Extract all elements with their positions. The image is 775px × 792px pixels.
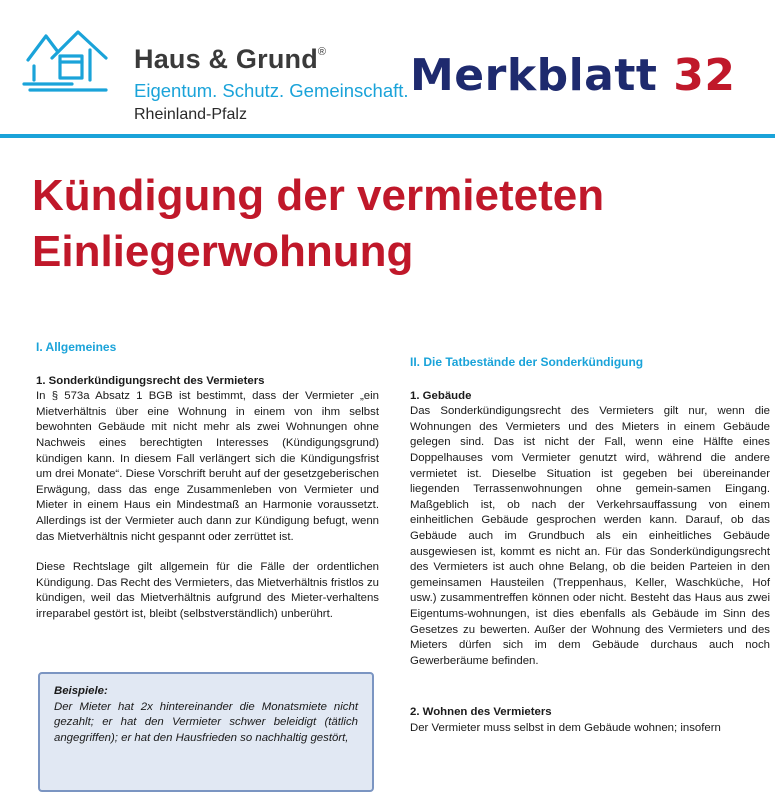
- brand-name: Haus & Grund®: [134, 44, 327, 74]
- paragraph: Das Sonderkündigungsrecht des Vermieters gilt nur, wenn die Wohnungen des Vermieters und des Mieters in einem Gebäude gelegen sind. Das ist nicht der Fall, wenn eine Hälfte eines Doppelhauses vom Vermieter genutzt wird, während die andere vermietet ist. Dieselbe Situation ist gegeben bei übereinander liegenden Terrassenwohnungen ohne gemein-samen Eingang. Maßgeblich ist, ob nach der Verkehrsauffassung von einem einheitlichen Gebäude gesprochen werden kann. Darauf, ob das Gebäude auch im Grundbuch als ein einheitliches Gebäude ausgewiesen ist, kommt es nicht an. Für das Sonderkündigungsrecht des Vermieters ist auch ohne Belang, ob die beiden Parteien in den gemeinsamen Hausteilen (Treppenhaus, Keller, Waschküche, Hof usw.) zusammentreffen können oder nicht. Besteht das Haus aus zwei Eigentums-wohnungen, ist dies ebenfalls als Gebäude im Sinn des Gesetzes zu bewerten. Außer der Wohnung des Vermieters und des Mieters dürfen sich im dem Gebäude durchaus auch noch Gewerberäume befinden.: [410, 405, 770, 667]
- paragraph: Diese Rechtslage gilt allgemein für die Fälle der ordentlichen Kündigung. Das Recht des Vermieters, das Mietverhältnis fristlos zu kündigen, weil das Mietverhältnis aufgrund des Mieter-verhaltens irreparabel gestört ist, bleibt (selbstverständlich) unberührt.: [36, 561, 379, 620]
- example-text: Der Mieter hat 2x hintereinander die Monatsmiete nicht gezahlt; er hat den Vermieter schwer beleidigt (tätlich angegriffen); er hat den Hausfrieden so nachhaltig gestört,: [54, 700, 358, 744]
- example-box: [38, 672, 374, 792]
- paragraph: In § 573a Absatz 1 BGB ist bestimmt, dass der Vermieter „ein Mietverhältnis über eine Wohnung in einem von ihm selbst bewohnten Gebäude mit nicht mehr als zwei Wohnungen ohne Nachweis eines berechtigten Interesses (Kündigungsgrund) kündigen kann. In diesem Fall verlängert sich die Kündigungsfrist um drei Monate“. Diese Vorschrift beruht auf der gesetzgeberischen Erwägung, dass das enge Zusammenleben von Vermieter und Mieter in einem Haus ein Mindestmaß an Harmonie voraussetzt. Allerdings ist der Vermieter auch dann zur Kündigung befugt, wenn das Mietverhältnis nicht gespannt oder zerrüttet ist.: [36, 390, 379, 543]
- sheet-number: 32: [673, 50, 736, 101]
- title-line-2: Einliegerwohnung: [32, 227, 414, 276]
- registered-mark: ®: [317, 46, 327, 58]
- section-heading-tatbestaende: II. Die Tatbestände der Sonderkündigung: [410, 355, 644, 369]
- example-heading: Beispiele:: [54, 685, 108, 697]
- house-logo-icon: [22, 24, 112, 96]
- paragraph: Der Vermieter muss selbst in dem Gebäude wohnen; insofern: [410, 721, 721, 734]
- section-heading-allgemeines: I. Allgemeines: [36, 340, 117, 354]
- header-divider: [0, 134, 775, 138]
- subheading-sonderkuendigungsrecht: 1. Sonderkündigungsrecht des Vermieters: [36, 374, 265, 387]
- left-column: [36, 340, 379, 623]
- title-line-1: Kündigung der vermieteten: [32, 171, 605, 220]
- page-title: [32, 168, 604, 280]
- brand-tagline: Eigentum. Schutz. Gemeinschaft.: [134, 80, 409, 101]
- brand-region: Rheinland-Pfalz: [134, 106, 247, 123]
- subheading-wohnen-des-vermieters: 2. Wohnen des Vermieters: [410, 706, 552, 719]
- subheading-gebaeude: 1. Gebäude: [410, 389, 472, 402]
- sheet-label: Merkblatt 32: [410, 50, 736, 101]
- right-column: [410, 355, 770, 736]
